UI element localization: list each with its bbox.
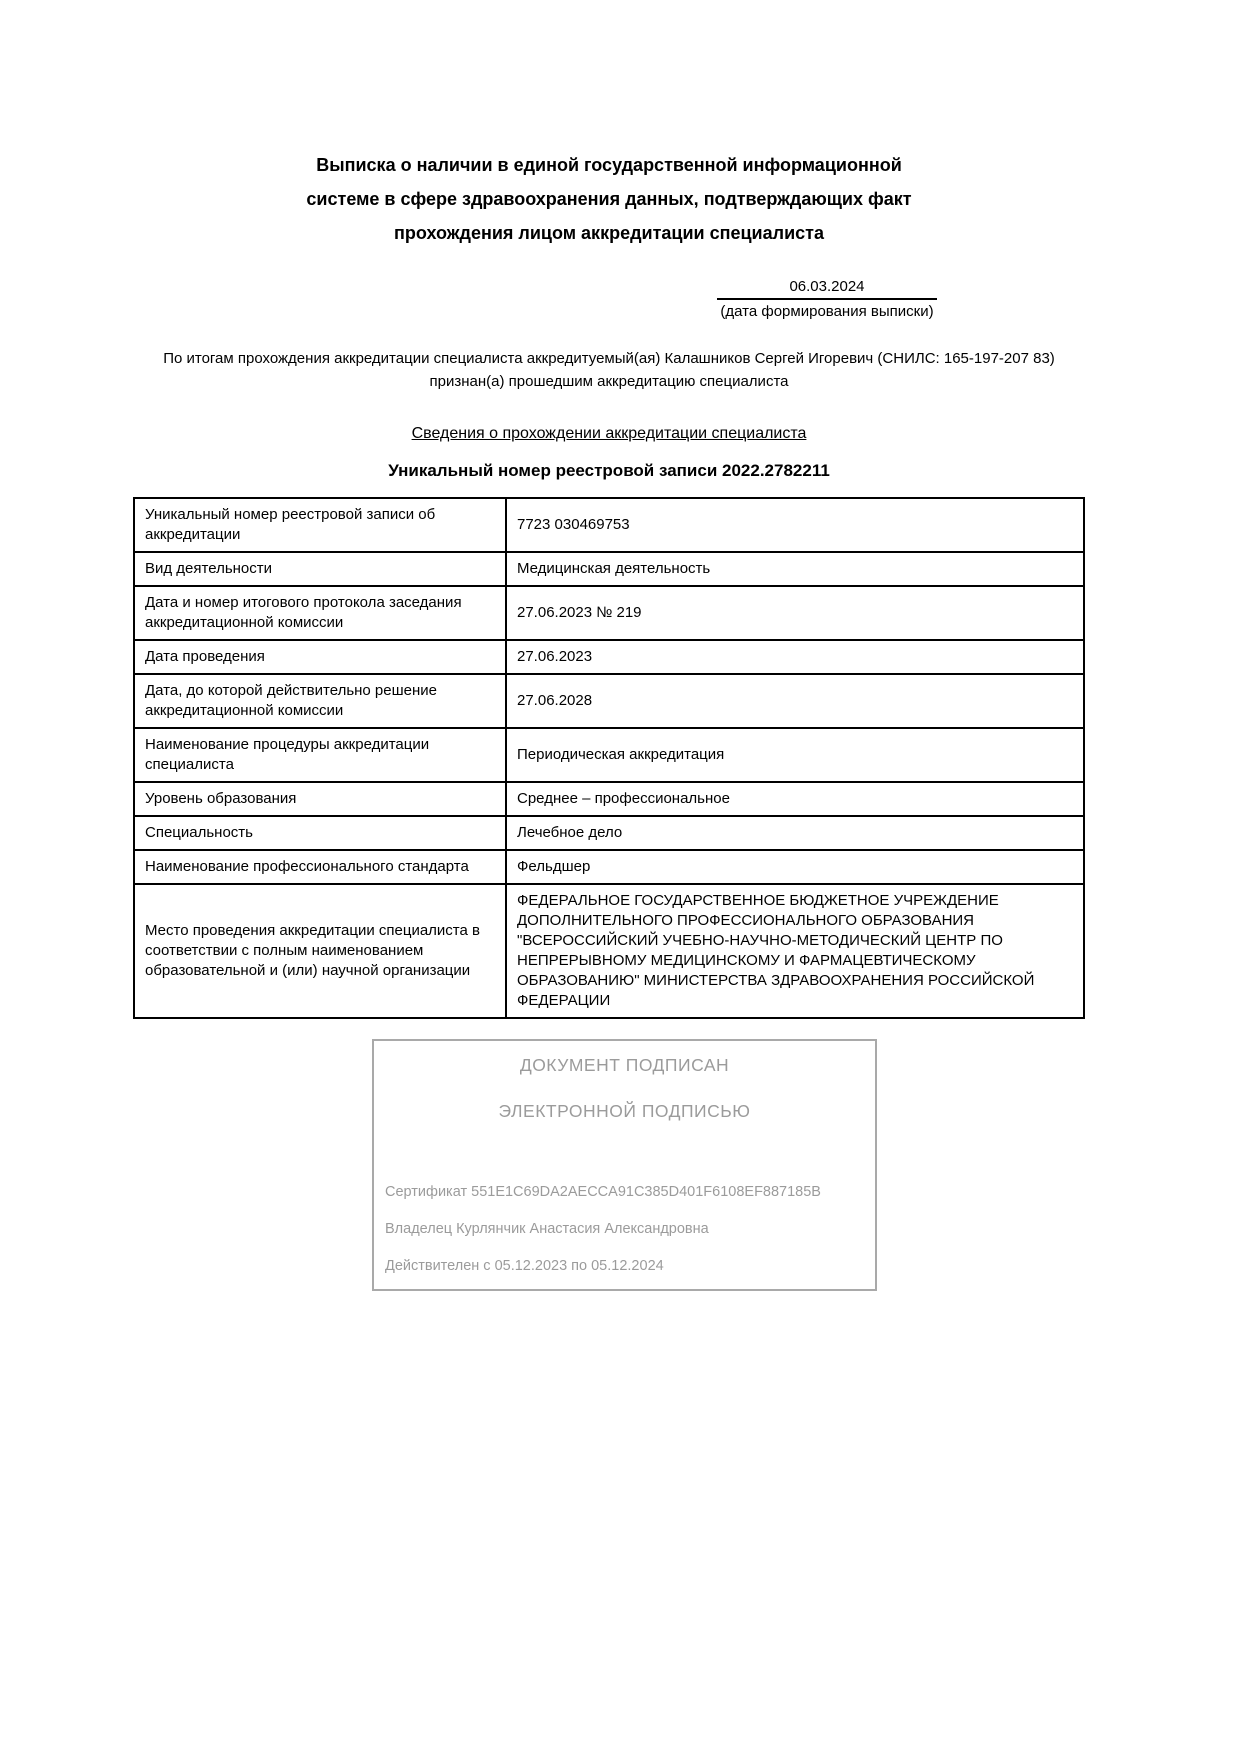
row-label-cell: Дата и номер итогового протокола заседания аккредитационной комиссии (134, 586, 506, 640)
accreditation-table (133, 497, 1085, 1019)
row-value-cell: 27.06.2028 (506, 674, 1084, 728)
extract-date: 06.03.2024 (717, 278, 937, 300)
row-value-cell: Медицинская деятельность (506, 552, 1084, 586)
row-label-cell: Дата, до которой действительно решение аккредитационной комиссии (134, 674, 506, 728)
row-label-cell: Место проведения аккредитации специалиста в соответствии с полным наименованием образовательной и (или) научной организации (134, 884, 506, 1018)
accreditation-table-body (134, 498, 1084, 1018)
table-row (134, 586, 1084, 640)
registry-number-heading: Уникальный номер реестровой записи 2022.2782211 (388, 461, 830, 480)
validity-line: Действителен с 05.12.2023 по 05.12.2024 (385, 1258, 664, 1274)
table-row (134, 552, 1084, 586)
certificate-line: Сертификат 551E1C69DA2AECCA91C385D401F6108EF887185B (385, 1184, 821, 1200)
row-label-cell: Наименование профессионального стандарта (134, 850, 506, 884)
signature-status-line-1: ДОКУМЕНТ ПОДПИСАН (519, 1055, 730, 1075)
row-value-cell: Периодическая аккредитация (506, 728, 1084, 782)
signature-status-line-2: ЭЛЕКТРОННОЙ ПОДПИСЬЮ (498, 1101, 751, 1121)
owner-line: Владелец Курлянчик Анастасия Александровна (385, 1221, 709, 1237)
extract-date-block (717, 278, 937, 320)
table-row (134, 640, 1084, 674)
row-value-cell: Фельдшер (506, 850, 1084, 884)
row-value-cell: Лечебное дело (506, 816, 1084, 850)
signature-details (374, 1183, 875, 1275)
title-line-2: системе в сфере здравоохранения данных, подтверждающих факт (306, 189, 912, 209)
table-row (134, 850, 1084, 884)
table-row (134, 728, 1084, 782)
row-value-cell: ФЕДЕРАЛЬНОЕ ГОСУДАРСТВЕННОЕ БЮДЖЕТНОЕ УЧРЕЖДЕНИЕ ДОПОЛНИТЕЛЬНОГО ПРОФЕССИОНАЛЬНОГО ОБРАЗОВАНИЯ "ВСЕРОССИЙСКИЙ УЧЕБНО-НАУЧНО-МЕТОДИЧЕСКИЙ ЦЕНТР ПО НЕПРЕРЫВНОМУ МЕДИЦИНСКОМУ И ФАРМАЦЕВТИЧЕСКОМУ ОБРАЗОВАНИЮ" МИНИСТЕРСТВА ЗДРАВООХРАНЕНИЯ РОССИЙСКОЙ ФЕДЕРАЦИИ (506, 884, 1084, 1018)
section-heading: Сведения о прохождении аккредитации специалиста (411, 425, 807, 442)
table-row (134, 816, 1084, 850)
row-label-cell: Специальность (134, 816, 506, 850)
row-value-cell: 27.06.2023 (506, 640, 1084, 674)
table-row (134, 782, 1084, 816)
row-label-cell: Уровень образования (134, 782, 506, 816)
table-row (134, 884, 1084, 1018)
title-line-1: Выписка о наличии в единой государственной информационной (316, 155, 902, 175)
table-row (134, 498, 1084, 552)
intro-paragraph: По итогам прохождения аккредитации специалиста аккредитуемый(ая) Калашников Сергей Игоревич (СНИЛС: 165-197-207 83) признан(а) прошедшим аккредитацию специалиста (163, 350, 1055, 390)
extract-date-caption: (дата формирования выписки) (720, 303, 934, 320)
row-label-cell: Вид деятельности (134, 552, 506, 586)
signature-box (372, 1039, 877, 1291)
row-value-cell: Среднее – профессиональное (506, 782, 1084, 816)
table-row (134, 674, 1084, 728)
title-line-3: прохождения лицом аккредитации специалиста (394, 223, 824, 243)
document-content (133, 0, 1085, 1291)
document-title (133, 0, 1085, 250)
row-label-cell: Уникальный номер реестровой записи об аккредитации (134, 498, 506, 552)
row-value-cell: 7723 030469753 (506, 498, 1084, 552)
row-value-cell: 27.06.2023 № 219 (506, 586, 1084, 640)
row-label-cell: Наименование процедуры аккредитации специалиста (134, 728, 506, 782)
row-label-cell: Дата проведения (134, 640, 506, 674)
